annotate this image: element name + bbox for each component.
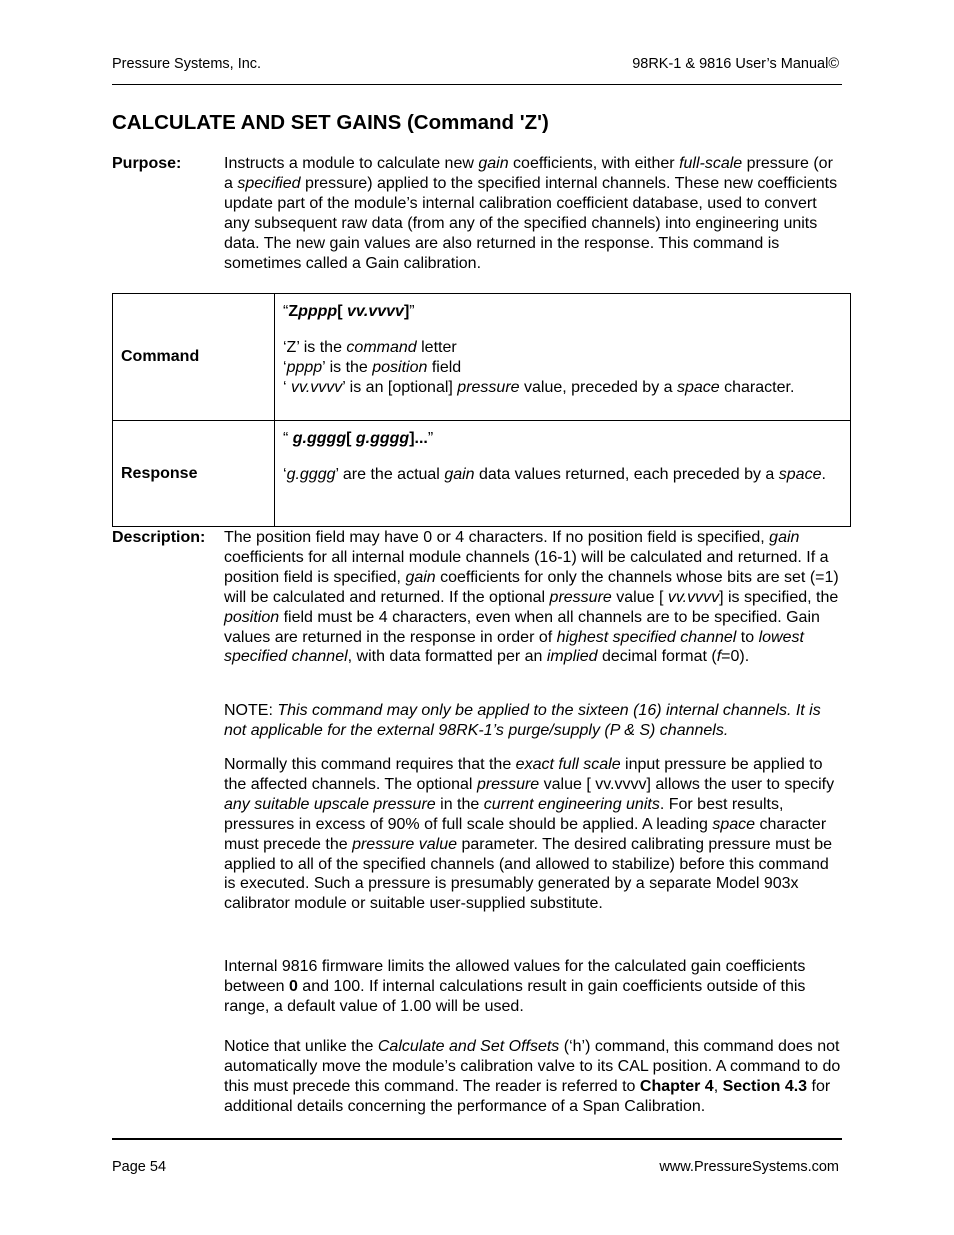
command-table xyxy=(112,293,851,527)
purpose-label: Purpose: xyxy=(112,155,182,172)
command-details xyxy=(275,294,851,421)
footer-rule xyxy=(112,1138,842,1140)
description-label: Description: xyxy=(112,529,206,546)
footer-page-number: Page 54 xyxy=(112,1159,167,1175)
header-company: Pressure Systems, Inc. xyxy=(112,56,262,72)
command-line-position: ‘pppp’ is the position field xyxy=(283,358,462,376)
response-details xyxy=(275,421,851,527)
section-title: CALCULATE AND SET GAINS (Command 'Z') xyxy=(112,111,549,134)
command-label: Command xyxy=(113,294,275,421)
header-manual-title: 98RK-1 & 9816 User’s Manual© xyxy=(632,56,839,72)
command-line-pressure: ‘ vv.vvvv’ is an [optional] pressure value, preceded by a space character. xyxy=(283,378,795,396)
response-row xyxy=(113,421,851,527)
description-paragraph-1: The position field may have 0 or 4 characters. If no position field is specified, gain coefficients for all internal module channels (16-1) will be calculated and returned. If a position field is specified, gain coefficients for only the channels whose bits are set (=1) will be calculated and returned. If the optional pressure value [ vv.vvvv] is specified, the position field must be 4 characters, even when all channels are to be specified. Gain values are returned in the response in order of highest specified channel to lowest specified channel, with data formatted per an implied decimal format (f=0). xyxy=(224,529,839,666)
footer-website: www.PressureSystems.com xyxy=(659,1159,839,1175)
description-paragraph-3: Internal 9816 firmware limits the allowed values for the calculated gain coefficients between 0 and 100. If internal calculations result in gain coefficients outside of this range, a default value of 1.00 will be used. xyxy=(224,958,806,1015)
description-paragraph-4: Notice that unlike the Calculate and Set Offsets (‘h’) command, this command does not automatically move the module’s calibration valve to its CAL position. A command to do this must precede this command. The reader is referred to Chapter 4, Section 4.3 for additional details concerning the performance of a Span Calibration. xyxy=(224,1038,841,1115)
purpose-text: Instructs a module to calculate new gain coefficients, with either full-scale pressure (or a specified pressure) applied to the specified internal channels. These new coefficients update part of the module’s internal calibration coefficient database, used to convert any subsequent raw data (from any of the specified channels) into engineering units data. The new gain values are also returned in the response. This command is sometimes called a Gain calibration. xyxy=(224,155,838,272)
command-syntax: “Zpppp[ vv.vvvv]” xyxy=(283,303,415,320)
response-syntax: “ g.gggg[ g.gggg]...” xyxy=(283,430,434,447)
response-line-gain: ‘g.gggg’ are the actual gain data values returned, each preceded by a space. xyxy=(283,465,826,483)
command-line-z: ‘Z’ is the command letter xyxy=(283,338,457,356)
header-rule xyxy=(112,84,842,85)
command-row xyxy=(113,294,851,421)
description-paragraph-2: Normally this command requires that the exact full scale input pressure be applied to the affected channels. The optional pressure value [ vv.vvvv] allows the user to specify any suitable upscale pressure in the current engineering units. For best results, pressures in excess of 90% of full scale should be applied. A leading space character must precede the pressure value parameter. The desired calibrating pressure must be applied to all of the specified channels (and allowed to stabilize) before this command is executed. Such a pressure is presumably generated by a separate Model 903x calibrator module or suitable user-supplied substitute. xyxy=(224,756,835,913)
response-label: Response xyxy=(113,421,275,527)
description-note: NOTE: This command may only be applied to the sixteen (16) internal channels. It is not applicable for the external 98RK-1’s purge/supply (P & S) channels. xyxy=(224,702,821,739)
